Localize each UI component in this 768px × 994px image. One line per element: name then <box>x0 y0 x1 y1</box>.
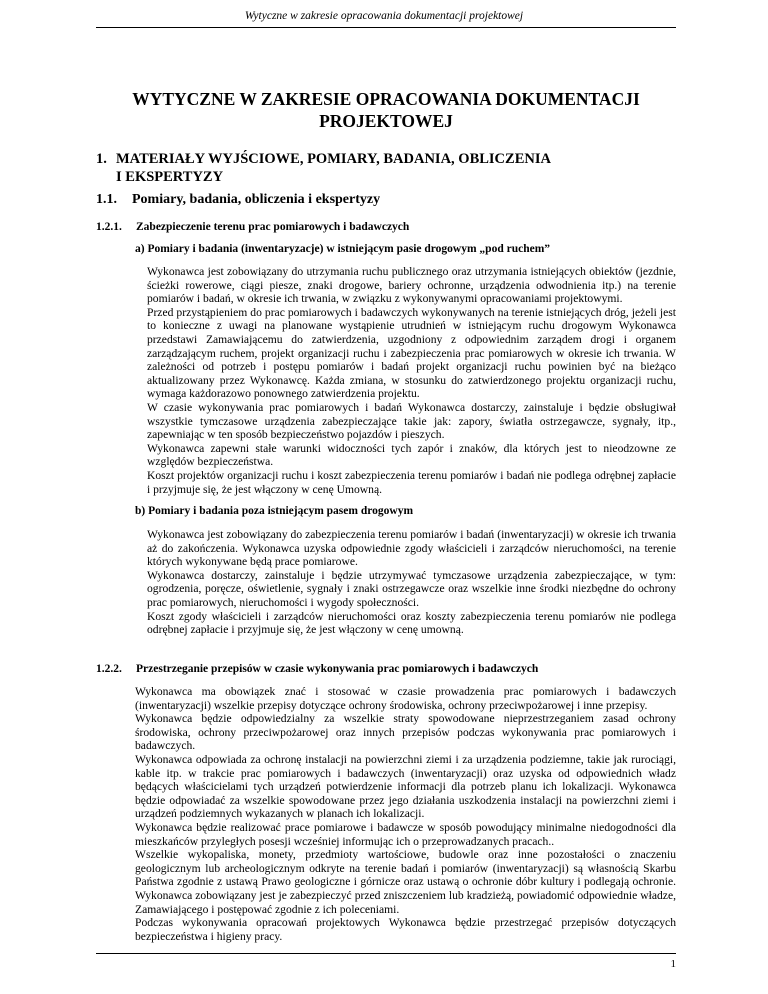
paragraph: Przed przystąpieniem do prac pomiarowych i badawczych wykonywanych na terenie istniejących dróg, jeżeli jest to konieczne z uwagi na planowane wystąpienie utrudnień w istniejącym ruchu drogowym Wykonawca przedstawi Zamawiającemu do zatwierdzenia, uzgodniony z odpowiednim zarządem drogi i organem zarządzającym ruchem, projekt organizacji ruchu i zabezpieczenia prac pomiarowych w okresie ich trwania. W zależności od potrzeb i postępu pomiarów i badań projekt organizacji ruchu powinien być na bieżąco aktualizowany przez Wykonawcę. Każda zmiana, w stosunku do zatwierdzonego projektu organizacji ruchu, wymaga każdorazowo ponownego zatwierdzenia projektu. <box>147 305 676 401</box>
paragraph: Wykonawca będzie realizować prace pomiarowe i badawcze w sposób powodujący minimalne niedogodności dla mieszkańców przyległych posesji wcześniej informując ich o przeprowadzanych pracach.. <box>135 820 676 848</box>
subsection-a-body <box>147 265 676 496</box>
document-title <box>96 88 676 132</box>
document-title-line1: WYTYCZNE W ZAKRESIE OPRACOWANIA DOKUMENTACJI <box>132 89 640 109</box>
paragraph: Wykonawca będzie odpowiedzialny za wszelkie straty spowodowane nieprzestrzeganiem zasad ochrony środowiska, ochrony przeciwpożarowej oraz innych przepisów podczas wykonywania prac pomiarowych i badawczych. <box>135 712 676 753</box>
section-1-1-title: Pomiary, badania, obliczenia i ekspertyzy <box>132 192 381 207</box>
section-1-2-2-number: 1.2.2. <box>96 663 122 675</box>
paragraph: Koszt zgody właścicieli i zarządców nieruchomości oraz koszty zabezpieczenia terenu pomiarów nie podlega odrębnej zapłacie i przyjmuje się, że jest włączony w cenę umowną. <box>147 609 676 637</box>
section-1-2-1-number: 1.2.1. <box>96 221 122 233</box>
subsection-b-heading: b) Pomiary i badania poza istniejącym pasem drogowym <box>135 505 414 517</box>
paragraph: Wykonawca jest zobowiązany do utrzymania ruchu publicznego oraz utrzymania istniejących obiektów (jezdnie, ścieżki rowerowe, ciągi piesze, znaki drogowe, bariery ochronne, urządzenia odwodnienia itp.) na terenie pomiarów i badań, w okresie ich trwania, w związku z wykonywanymi opracowaniami projektowymi. <box>147 265 676 306</box>
paragraph: Podczas wykonywania opracowań projektowych Wykonawca będzie przestrzegać przepisów dotyczących bezpieczeństwa i higieny pracy. <box>135 916 676 943</box>
section-1-1-number: 1.1. <box>96 192 117 207</box>
paragraph: Wykonawca odpowiada za ochronę instalacji na powierzchni ziemi i za urządzenia podziemne, takie jak rurociągi, kable itp. w trakcie prac pomiarowych i badawczych (inwentaryzacji) oraz uzyska od odpowiednich władz będących właścicielami tych urządzeń potwierdzenie informacji dla potrzeb planu ich lokalizacji. Wykonawca będzie odpowiadać za wszelkie spowodowane przez jego działania uszkodzenia instalacji na powierzchni ziemi i urządzeń podziemnych wykazanych w planach ich lokalizacji. <box>135 752 676 821</box>
running-header: Wytyczne w zakresie opracowania dokumentacji projektowej <box>244 10 524 22</box>
document-title-line2: PROJEKTOWEJ <box>319 111 453 131</box>
paragraph: Wykonawca ma obowiązek znać i stosować w czasie prowadzenia prac pomiarowych i badawczych (inwentaryzacji) wszelkie przepisy dotyczące ochrony środowiska, ochrony przeciwpożarowej i inne przepisy. <box>135 685 676 712</box>
section-1-2-1-title: Zabezpieczenie terenu prac pomiarowych i badawczych <box>136 221 410 233</box>
section-1-title-line2: I EKSPERTYZY <box>116 169 224 185</box>
paragraph: Wykonawca dostarczy, zainstaluje i będzie utrzymywać tymczasowe urządzenia zabezpieczające, w tym: ogrodzenia, poręcze, oświetlenie, sygnały i znaki ostrzegawcze oraz wszelkie inne środki niezbędne do ochrony prac pomiarowych, nieruchomości i wygody społeczności. <box>147 568 676 609</box>
page-number: 1 <box>670 958 676 970</box>
section-1-2-2-body <box>135 685 676 943</box>
header-rule <box>96 27 676 28</box>
paragraph: Wszelkie wykopaliska, monety, przedmioty wartościowe, budowle oraz inne pozostałości o znaczeniu geologicznym lub archeologicznym odkryte na terenie badań i pomiarów (inwentaryzacji) są własnością Skarbu Państwa zgodnie z ustawą Prawo geologiczne i górnicze oraz ustawą o ochronie dóbr kultury i podlegają ochronie. Wykonawca zobowiązany jest je zabezpieczyć przed zniszczeniem lub kradzieżą, powiadomić odpowiednie władze, Zamawiającego i postępować zgodnie z ich poleceniami. <box>135 848 676 916</box>
subsection-a-heading: a) Pomiary i badania (inwentaryzacje) w istniejącym pasie drogowym „pod ruchem” <box>135 243 551 255</box>
footer-rule <box>96 953 676 954</box>
paragraph: W czasie wykonywania prac pomiarowych i badań Wykonawca dostarczy, zainstaluje i będzie obsługiwał wszystkie tymczasowe urządzenia zabezpieczające takie jak: zapory, światła ostrzegawcze, sygnały, itp., zapewniając w ten sposób bezpieczeństwo pojazdów i pieszych. <box>147 400 676 442</box>
section-1-title-line1: MATERIAŁY WYJŚCIOWE, POMIARY, BADANIA, OBLICZENIA <box>116 151 551 167</box>
paragraph: Wykonawca zapewni stałe warunki widoczności tych zapór i znaków, dla których jest to nieodzowne ze względów bezpieczeństwa. <box>147 441 676 469</box>
section-1-2-2-title: Przestrzeganie przepisów w czasie wykonywania prac pomiarowych i badawczych <box>136 663 539 675</box>
subsection-b-body <box>147 528 676 637</box>
paragraph: Wykonawca jest zobowiązany do zabezpieczenia terenu pomiarów i badań (inwentaryzacji) w okresie ich trwania aż do zakończenia. Wykonawca uzyska odpowiednie zgody właścicieli i zarządców nieruchomości, na terenie których wykonywane będą prace pomiarowe. <box>147 528 676 569</box>
paragraph: Koszt projektów organizacji ruchu i koszt zabezpieczenia terenu pomiarów i badań nie podlega odrębnej zapłacie i przyjmuje się, że jest włączony w cenę Umowną. <box>147 468 676 496</box>
section-1-number: 1. <box>96 151 107 167</box>
